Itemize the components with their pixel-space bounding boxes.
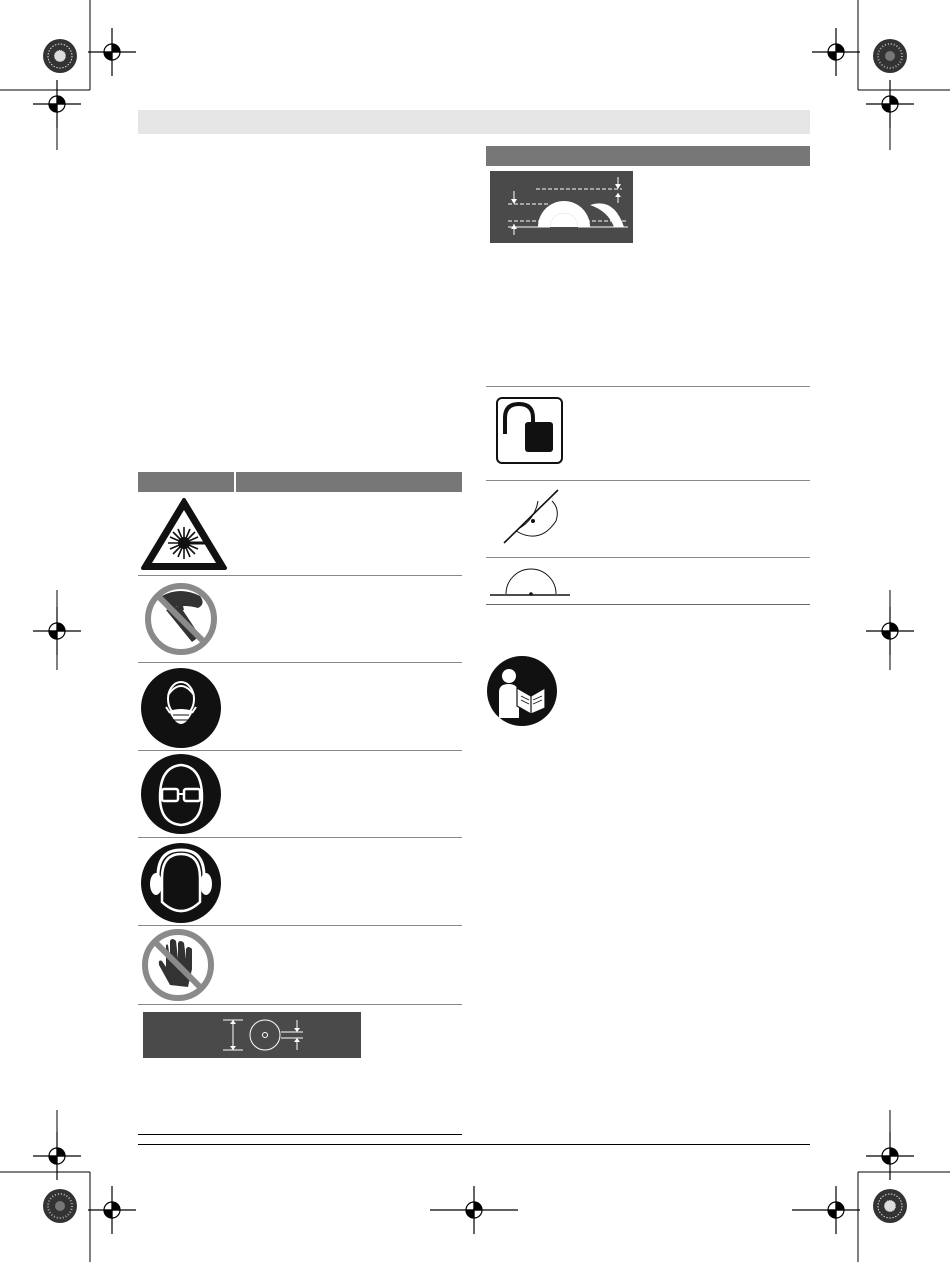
read-manual-icon <box>487 656 557 726</box>
row-divider <box>138 750 462 751</box>
row-divider <box>138 837 462 838</box>
footer-rule <box>138 1144 810 1145</box>
unlocked-icon <box>495 396 564 465</box>
row-divider <box>486 386 810 387</box>
hearing-protection-required-icon <box>140 842 222 924</box>
meaning-column-header <box>236 472 462 492</box>
row-divider <box>486 604 810 605</box>
miter-angle-icon <box>488 564 572 598</box>
bevel-angle-icon <box>500 487 562 545</box>
laser-warning-icon <box>140 497 228 571</box>
page-header-bar <box>138 110 810 134</box>
right-table-header <box>486 146 810 166</box>
row-divider <box>486 480 810 481</box>
blade-dimensions-icon <box>143 1012 361 1058</box>
no-hands-near-beam-icon <box>140 582 222 656</box>
row-divider <box>138 925 462 926</box>
row-divider <box>138 662 462 663</box>
row-divider <box>486 557 810 558</box>
eye-protection-required-icon <box>140 753 222 835</box>
dust-mask-required-icon <box>140 667 222 749</box>
symbol-column-header <box>138 472 234 492</box>
cutting-depth-diagram-icon <box>490 171 633 243</box>
row-divider <box>138 1004 462 1005</box>
row-divider <box>138 575 462 576</box>
row-divider <box>138 1134 462 1135</box>
no-gloves-icon <box>140 929 216 1001</box>
